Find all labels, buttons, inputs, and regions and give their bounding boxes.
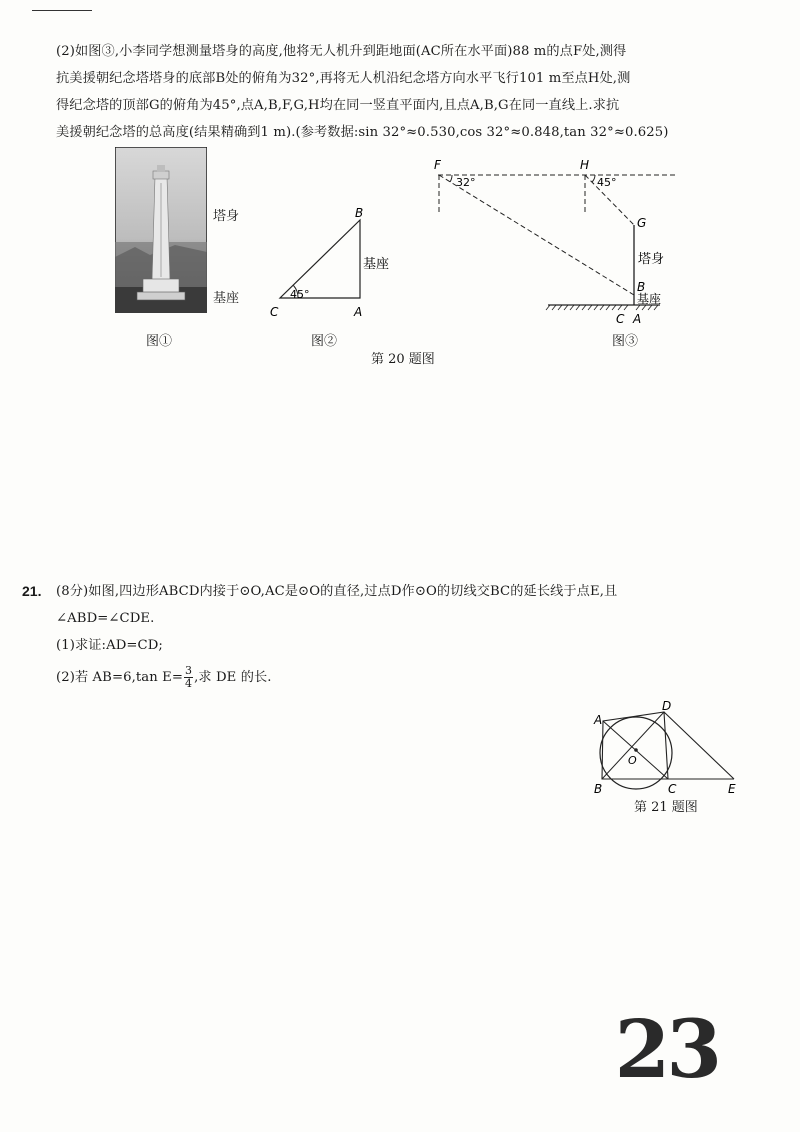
q21-line-1: (8分)如图,四边形ABCD内接于⊙O,AC是⊙O的直径,过点D作⊙O的切线交BC的延长线于点E,且 xyxy=(56,584,618,599)
fig3-B: B xyxy=(637,280,646,294)
frac-numerator: 3 xyxy=(185,664,193,677)
q21-part2-pre: (2)若 AB=6,tan E= xyxy=(56,670,184,685)
q20-line-2: 抗美援朝纪念塔塔身的底部B处的俯角为32°,再将无人机沿纪念塔方向水平飞行101 m至点H处,测 xyxy=(56,71,631,86)
fig21-D: D xyxy=(662,700,672,713)
q21-part-2 xyxy=(56,664,756,691)
fig2-triangle xyxy=(262,200,402,325)
fig21-O: O xyxy=(628,754,637,767)
q21-number: 21. xyxy=(22,583,42,599)
fig3-body-label: 塔身 xyxy=(638,252,665,267)
q20-line-4: 美援朝纪念塔的总高度(结果精确到1 m).(参考数据:sin 32°≈0.530,cos 32°≈0.848,tan 32°≈0.625) xyxy=(56,125,669,140)
q21-part2-post: ,求 DE 的长. xyxy=(194,670,272,685)
q20-line-3: 得纪念塔的顶部G的俯角为45°,点A,B,F,G,H均在同一竖直平面内,且点A,B,G在同一直线上.求抗 xyxy=(56,98,620,113)
fig21-E: E xyxy=(728,782,736,796)
fig21-circle-diagram xyxy=(588,700,748,800)
fig21-A: A xyxy=(594,713,603,727)
q21-part-1: (1)求证:AD=CD; xyxy=(56,638,163,653)
fig21-B: B xyxy=(594,782,603,796)
fig20-caption: 第 20 题图 xyxy=(371,352,435,367)
fig3-diagram xyxy=(430,155,690,330)
fig3-angle2: 45° xyxy=(597,176,617,189)
fig21-caption: 第 21 题图 xyxy=(634,800,698,815)
q21-line-2: ∠ABD=∠CDE. xyxy=(56,611,155,626)
fig3-C: C xyxy=(616,312,625,326)
q21-fraction xyxy=(184,665,193,690)
fig2-angle: 45° xyxy=(290,288,310,301)
fig2-C: C xyxy=(270,305,279,319)
monument-photo xyxy=(115,147,207,313)
fig3-G: G xyxy=(637,216,647,230)
fig3-base-label: 基座 xyxy=(637,292,662,306)
fig3-caption: 图③ xyxy=(612,334,639,349)
fig2-base-label: 基座 xyxy=(363,257,390,272)
fig2-B: B xyxy=(355,206,364,220)
fig1-caption: 图① xyxy=(146,334,173,349)
frac-denominator: 4 xyxy=(185,677,193,690)
top-rule xyxy=(32,10,92,11)
page-number: 23 xyxy=(614,1002,718,1096)
fig3-H: H xyxy=(580,158,590,172)
fig2-caption: 图② xyxy=(311,334,338,349)
fig3-A: A xyxy=(633,312,642,326)
fig3-F: F xyxy=(434,158,441,172)
q20-line-1: (2)如图③,小李同学想测量塔身的高度,他将无人机升到距地面(AC所在水平面)88 m的点F处,测得 xyxy=(56,44,627,59)
fig2-A: A xyxy=(354,305,363,319)
fig1-body-label: 塔身 xyxy=(213,209,240,224)
fig21-C: C xyxy=(668,782,677,796)
fig1-base-label: 基座 xyxy=(213,291,240,306)
fig3-angle1: 32° xyxy=(456,176,476,189)
